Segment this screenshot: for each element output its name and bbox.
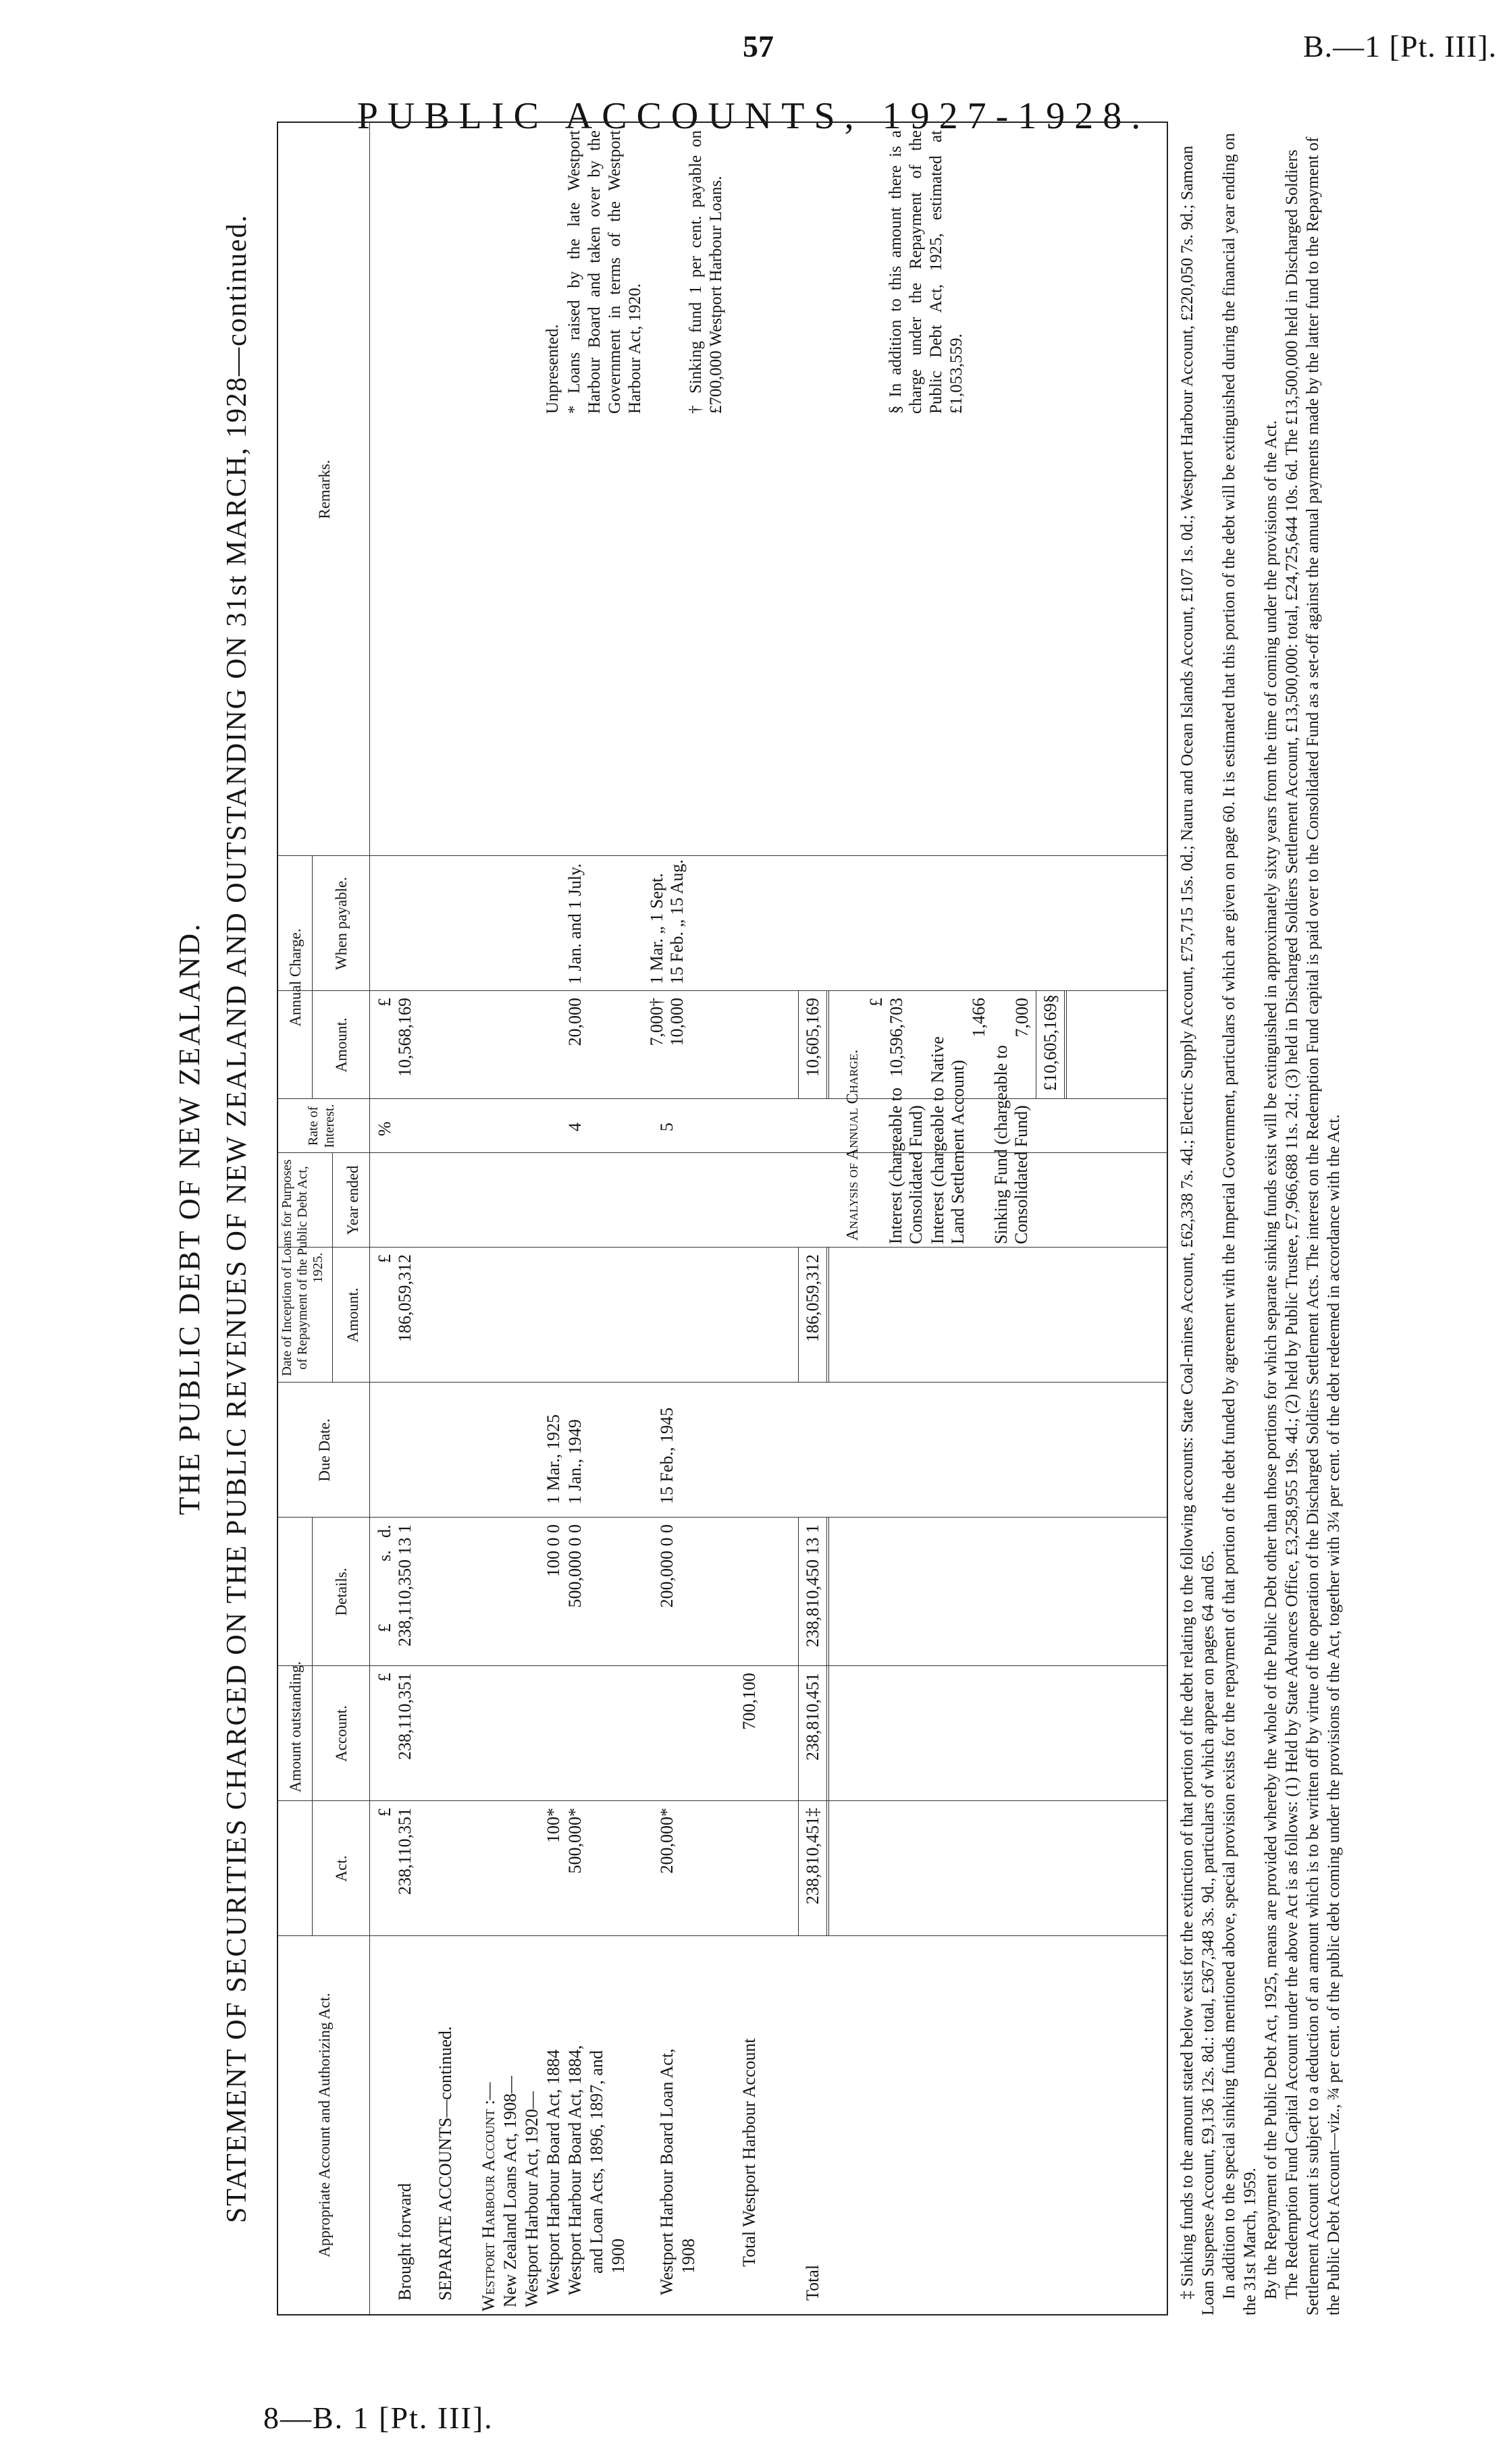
footer-reference: 8—B. 1 [Pt. III]. (263, 2401, 494, 2435)
header-rate: Rate of Interest. (306, 1104, 337, 1148)
remark-section: § In addition to this amount there is a charge under the Repayment of the Public Debt Act, 1925, estimated at £1,053,559. (887, 130, 966, 414)
row2-when: 1 Jan. and 1 July. (565, 863, 585, 984)
running-header: PUBLIC ACCOUNTS, 1927-1928. (356, 95, 1151, 137)
unit-percent: % (375, 1121, 394, 1136)
row2-due: 1 Jan., 1949 (565, 1419, 585, 1504)
total-annual: 10,605,169 (803, 998, 822, 1077)
row2-annual: 20,000 (565, 998, 585, 1046)
westport-harbour-act: Westport Harbour Act, 1920— (522, 2091, 541, 2307)
document-reference: B.—1 [Pt. III]. (1303, 29, 1498, 63)
row3-rate: 5 (657, 1123, 677, 1131)
row3-details: 200,000 0 0 (657, 1524, 677, 1608)
brought-forward-label: Brought forward (395, 2182, 415, 2301)
main-title: THE PUBLIC DEBT OF NEW ZEALAND. (173, 921, 206, 1516)
analysis-item-value: 10,596,703 (887, 998, 906, 1077)
header-ac-amount: Amount. (333, 1017, 350, 1073)
brought-details: 238,110,350 13 1 (395, 1524, 415, 1647)
header-annual-charge: Annual Charge. (287, 928, 304, 1027)
header-account-col: Account. (333, 1705, 350, 1762)
unit-pound: £ (375, 1624, 394, 1632)
total-westport-label: Total Westport Harbour Account (739, 2038, 759, 2267)
header-account: Appropriate Account and Authorizing Act. (316, 1993, 333, 2257)
row2-label-cont: 1900 (608, 2239, 628, 2274)
row3-annual-interest: 10,000 (667, 998, 687, 1046)
row2-act: 500,000* (565, 1808, 585, 1874)
nz-loans-act: New Zealand Loans Act, 1908— (500, 2076, 520, 2307)
analysis-item-label: Interest (chargeable to Consolidated Fund) (886, 1088, 926, 1244)
row1-due: 1 Mar., 1925 (544, 1414, 563, 1504)
analysis-item-value: 7,000 (1012, 998, 1032, 1038)
analysis-title: Analysis of Annual Charge. (844, 1049, 862, 1241)
row3-when-b: 15 Feb. „ 15 Aug. (667, 859, 687, 984)
analysis-item-label: Interest (chargeable to Native Land Settlement Account) (928, 1036, 968, 1244)
footnotes (1177, 122, 1344, 2315)
remark-star: * Loans raised by the late Westport Harbour Board and taken over by the Government in terms of the Westport Harbour Act, 1920. (565, 130, 644, 414)
footnote: The Redemption Fund Capital Account under the above Act is as follows: (1) Held by State Advances Office, £3,258,955 19s. 4d.; (2) held by Public Trustee, £7,966,688 11s. 2d.; (3) held in Discharged Soldiers Settlement Account, £13,500,000: total, £24,725,644 10s. 6d. The £13,500,000 held in Discharged Soldiers Settlement Account is subject to a deduction of an amount which is to be written off by virtue of the operation of the Discharged Soldiers Settlement Acts. The interest on the Redemption Fund capital is paid over to the Consolidated Fund as a set-off against the annual payments made by the latter fund to the Repayment of the Public Debt Account—viz., ¾ per cent. of the public debt coming under the provisions of the Act, together with 3¼ per cent. of the debt redeemed in accordance with the Act. (1283, 136, 1343, 2315)
row1-label: Westport Harbour Board Act, 1884 (544, 2050, 563, 2295)
page-number: 57 (743, 29, 774, 63)
unit-pence: d. (375, 1524, 394, 1538)
row3-when-a: 1 Mar. „ 1 Sept. (647, 873, 666, 984)
footnote: In addition to the special sinking funds mentioned above, special provision exists for the repayment of that portion of the debt funded by agreement with the Imperial Government, particulars of which are given on page 60. It is estimated that this portion of the debt will be extinguished during the financial year ending on the 31st March, 1959. (1220, 133, 1259, 2315)
analysis-item-label: Sinking Fund (chargeable to Consolidated Fund) (991, 1045, 1031, 1244)
row2-label: Westport Harbour Board Act, 1884, (565, 2045, 585, 2295)
header-amount-outstanding: Amount outstanding. (287, 1661, 304, 1793)
analysis-total: £10,605,169§ (1040, 994, 1060, 1091)
row2-label-cont: and Loan Acts, 1896, 1897, and (587, 2050, 606, 2274)
total-inc-amount: 186,059,312 (803, 1254, 822, 1342)
unit-pound: £ (375, 1254, 394, 1263)
row3-annual-sinking: 7,000† (647, 998, 666, 1046)
row1-details: 100 0 0 (544, 1524, 563, 1577)
unit-pound: £ (866, 998, 886, 1007)
total-account: 238,810,451 (803, 1673, 822, 1761)
rotated-table-content (173, 122, 1343, 2315)
total-westport-account: 700,100 (739, 1673, 759, 1730)
unit-pound: £ (375, 1808, 394, 1817)
header-inc-amount: Amount. (344, 1287, 361, 1343)
total-act: 238,810,451‡ (803, 1808, 822, 1904)
row3-act: 200,000* (657, 1808, 677, 1874)
header-due-date: Due Date. (316, 1418, 333, 1482)
header-act: Act. (333, 1855, 350, 1882)
row1-act: 100* (544, 1808, 563, 1843)
remark-unpresented: Unpresented. (544, 324, 562, 414)
header-remarks: Remarks. (316, 460, 333, 519)
brought-account: 238,110,351 (395, 1673, 415, 1761)
row3-due: 15 Feb., 1945 (657, 1408, 677, 1504)
row3-label: Westport Harbour Board Loan Act, (657, 2048, 677, 2295)
analysis-item-value: 1,466 (969, 998, 988, 1038)
brought-act: 238,110,351 (395, 1808, 415, 1896)
row3-label-cont: 1908 (679, 2239, 698, 2274)
unit-pound: £ (375, 1673, 394, 1682)
header-year-ended: Year ended (344, 1165, 361, 1235)
header-when-payable: When payable. (333, 877, 350, 970)
row2-rate: 4 (565, 1123, 585, 1131)
unit-pound: £ (375, 998, 394, 1007)
footnote: By the Repayment of the Public Debt Act, 1925, means are provided whereby the whole of the Public Debt other than those portions for which separate sinking funds exist will be extinguished in approximately sixty years from the time of coming under the provisions of the Act. (1262, 420, 1280, 2299)
statement-title: STATEMENT OF SECURITIES CHARGED ON THE PUBLIC REVENUES OF NEW ZEALAND AND OUTSTANDING ON 31st MARCH, 1928—continued. (221, 213, 253, 2224)
unit-shillings: s. (375, 1550, 394, 1561)
brought-inc-amount: 186,059,312 (395, 1254, 415, 1342)
row2-details: 500,000 0 0 (565, 1524, 585, 1608)
westport-heading: Westport Harbour Account :— (479, 2082, 498, 2311)
separate-accounts-heading: SEPARATE ACCOUNTS—continued. (435, 2026, 455, 2301)
header-details: Details. (333, 1568, 350, 1616)
brought-annual: 10,568,169 (395, 998, 415, 1077)
remark-dagger: † Sinking fund 1 per cent. payable on £700,000 Westport Harbour Loans. (687, 130, 725, 414)
debt-table (277, 122, 1168, 2315)
total-label: Total (803, 2264, 822, 2301)
footnote: ‡ Sinking funds to the amount stated below exist for the extinction of that portion of the debt relating to the following accounts: State Coal-mines Account, £62,338 7s. 4d.; Electric Supply Account, £75,715 15s. 0d.; Nauru and Ocean Islands Account, £107 1s. 0d.; Westport Harbour Account, £220,050 7s. 9d.; Samoan Loan Suspense Account, £9,136 12s. 8d.: total, £367,348 3s. 9d., particulars of which appear on pages 64 and 65. (1178, 145, 1217, 2315)
header-inception: Date of Inception of Loans for Purposes of Repayment of the Public Debt Act, 1925. (280, 1159, 325, 1376)
total-details: 238,810,450 13 1 (803, 1524, 822, 1647)
